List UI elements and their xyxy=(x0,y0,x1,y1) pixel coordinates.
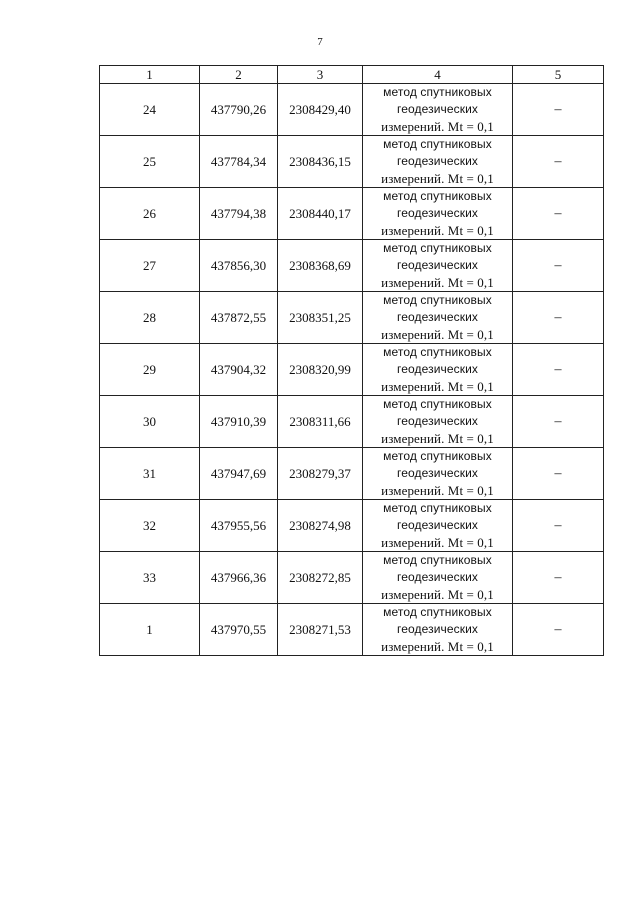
note-cell: – xyxy=(513,136,604,188)
point-number-cell: 29 xyxy=(100,344,200,396)
note-cell: – xyxy=(513,292,604,344)
method-line-3: измерений. Mt = 0,1 xyxy=(381,327,494,342)
method-line-1: метод спутниковых xyxy=(383,605,492,619)
y-coordinate-cell: 2308279,37 xyxy=(278,448,363,500)
table-row xyxy=(100,344,604,396)
column-header-1: 1 xyxy=(100,66,200,84)
method-line-2: геодезических xyxy=(397,206,478,220)
method-line-3: измерений. Mt = 0,1 xyxy=(381,275,494,290)
table-row xyxy=(100,500,604,552)
method-line-3: измерений. Mt = 0,1 xyxy=(381,223,494,238)
x-coordinate-cell: 437856,30 xyxy=(200,240,278,292)
method-cell xyxy=(363,188,513,240)
column-header-3: 3 xyxy=(278,66,363,84)
method-line-3: измерений. Mt = 0,1 xyxy=(381,587,494,602)
method-line-1: метод спутниковых xyxy=(383,293,492,307)
column-header-5: 5 xyxy=(513,66,604,84)
point-number-cell: 25 xyxy=(100,136,200,188)
x-coordinate-cell: 437970,55 xyxy=(200,604,278,656)
method-line-1: метод спутниковых xyxy=(383,345,492,359)
method-line-2: геодезических xyxy=(397,310,478,324)
method-line-1: метод спутниковых xyxy=(383,85,492,99)
table-row xyxy=(100,188,604,240)
note-cell: – xyxy=(513,448,604,500)
note-cell: – xyxy=(513,240,604,292)
method-line-2: геодезических xyxy=(397,362,478,376)
y-coordinate-cell: 2308271,53 xyxy=(278,604,363,656)
y-coordinate-cell: 2308274,98 xyxy=(278,500,363,552)
x-coordinate-cell: 437904,32 xyxy=(200,344,278,396)
note-cell: – xyxy=(513,84,604,136)
x-coordinate-cell: 437794,38 xyxy=(200,188,278,240)
point-number-cell: 33 xyxy=(100,552,200,604)
method-line-1: метод спутниковых xyxy=(383,137,492,151)
table-body xyxy=(100,84,604,656)
table-row xyxy=(100,240,604,292)
column-header-4: 4 xyxy=(363,66,513,84)
table-row xyxy=(100,396,604,448)
method-line-2: геодезических xyxy=(397,518,478,532)
method-cell xyxy=(363,240,513,292)
table-row xyxy=(100,136,604,188)
method-line-2: геодезических xyxy=(397,466,478,480)
method-line-2: геодезических xyxy=(397,622,478,636)
method-line-2: геодезических xyxy=(397,102,478,116)
point-number-cell: 26 xyxy=(100,188,200,240)
table-row xyxy=(100,604,604,656)
method-line-3: измерений. Mt = 0,1 xyxy=(381,431,494,446)
y-coordinate-cell: 2308368,69 xyxy=(278,240,363,292)
method-line-2: геодезических xyxy=(397,570,478,584)
point-number-cell: 27 xyxy=(100,240,200,292)
method-cell xyxy=(363,604,513,656)
method-line-1: метод спутниковых xyxy=(383,553,492,567)
point-number-cell: 31 xyxy=(100,448,200,500)
method-line-2: геодезических xyxy=(397,258,478,272)
y-coordinate-cell: 2308436,15 xyxy=(278,136,363,188)
method-cell xyxy=(363,552,513,604)
method-cell xyxy=(363,84,513,136)
table-row xyxy=(100,84,604,136)
x-coordinate-cell: 437910,39 xyxy=(200,396,278,448)
method-line-1: метод спутниковых xyxy=(383,397,492,411)
method-line-3: измерений. Mt = 0,1 xyxy=(381,379,494,394)
note-cell: – xyxy=(513,344,604,396)
y-coordinate-cell: 2308351,25 xyxy=(278,292,363,344)
method-line-1: метод спутниковых xyxy=(383,189,492,203)
note-cell: – xyxy=(513,552,604,604)
x-coordinate-cell: 437966,36 xyxy=(200,552,278,604)
point-number-cell: 24 xyxy=(100,84,200,136)
x-coordinate-cell: 437947,69 xyxy=(200,448,278,500)
table-header-row xyxy=(100,66,604,84)
method-line-2: геодезических xyxy=(397,414,478,428)
method-cell xyxy=(363,344,513,396)
table-row xyxy=(100,292,604,344)
note-cell: – xyxy=(513,604,604,656)
method-line-3: измерений. Mt = 0,1 xyxy=(381,535,494,550)
y-coordinate-cell: 2308272,85 xyxy=(278,552,363,604)
y-coordinate-cell: 2308320,99 xyxy=(278,344,363,396)
coordinates-table xyxy=(99,65,604,656)
point-number-cell: 28 xyxy=(100,292,200,344)
point-number-cell: 32 xyxy=(100,500,200,552)
point-number-cell: 30 xyxy=(100,396,200,448)
method-cell xyxy=(363,396,513,448)
method-line-2: геодезических xyxy=(397,154,478,168)
method-cell xyxy=(363,292,513,344)
method-cell xyxy=(363,448,513,500)
method-cell xyxy=(363,500,513,552)
point-number-cell: 1 xyxy=(100,604,200,656)
y-coordinate-cell: 2308440,17 xyxy=(278,188,363,240)
page-number: 7 xyxy=(317,36,323,48)
note-cell: – xyxy=(513,188,604,240)
method-line-3: измерений. Mt = 0,1 xyxy=(381,119,494,134)
method-line-1: метод спутниковых xyxy=(383,449,492,463)
y-coordinate-cell: 2308311,66 xyxy=(278,396,363,448)
x-coordinate-cell: 437955,56 xyxy=(200,500,278,552)
method-line-1: метод спутниковых xyxy=(383,241,492,255)
column-header-2: 2 xyxy=(200,66,278,84)
table-row xyxy=(100,448,604,500)
x-coordinate-cell: 437790,26 xyxy=(200,84,278,136)
table-row xyxy=(100,552,604,604)
method-line-1: метод спутниковых xyxy=(383,501,492,515)
method-line-3: измерений. Mt = 0,1 xyxy=(381,639,494,654)
note-cell: – xyxy=(513,500,604,552)
note-cell: – xyxy=(513,396,604,448)
y-coordinate-cell: 2308429,40 xyxy=(278,84,363,136)
x-coordinate-cell: 437784,34 xyxy=(200,136,278,188)
method-line-3: измерений. Mt = 0,1 xyxy=(381,171,494,186)
x-coordinate-cell: 437872,55 xyxy=(200,292,278,344)
method-cell xyxy=(363,136,513,188)
method-line-3: измерений. Mt = 0,1 xyxy=(381,483,494,498)
